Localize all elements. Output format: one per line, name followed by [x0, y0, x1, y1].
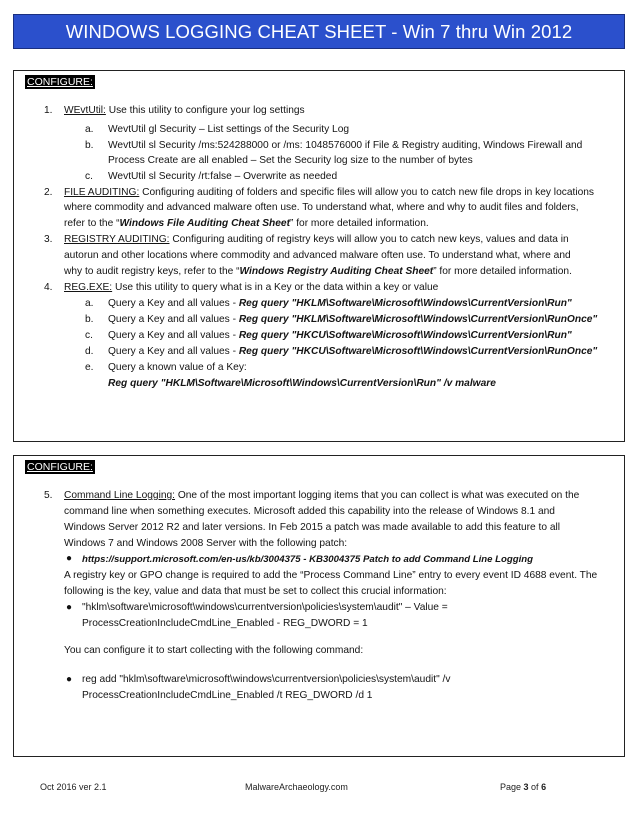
list-item-cont: A registry key or GPO change is required to add the “Process Command Line” entry to every event ID 4688 event. The [64, 570, 598, 581]
patch-link[interactable]: https://support.microsoft.com/en-us/kb/3004375 - KB3004375 Patch to add Command Line Logging [82, 554, 533, 565]
sub-item: Query a Key and all values - Reg query "HKLM\Software\Microsoft\Windows\CurrentVersion\Run" [108, 298, 572, 309]
item-heading: WEvtUtil: [64, 105, 106, 116]
section-label: CONFIGURE: [27, 76, 93, 88]
sub-marker: c. [85, 171, 93, 182]
list-item: WEvtUtil: Use this utility to configure your log settings [64, 105, 305, 116]
footer-site: MalwareArchaeology.com [245, 782, 348, 792]
list-item-cont: where commodity and advanced malware often use. To understand what, where and why to audit files and folders, [64, 202, 579, 213]
list-number: 4. [44, 282, 53, 293]
bullet-icon: ● [66, 553, 73, 564]
sub-marker: b. [85, 140, 94, 151]
registry-key-cont: ProcessCreationIncludeCmdLine_Enabled - REG_DWORD = 1 [82, 618, 368, 629]
list-item-cont: why to audit registry keys, refer to the “Windows Registry Auditing Cheat Sheet” for more detailed information. [64, 266, 572, 277]
list-number: 5. [44, 490, 53, 501]
sub-item: Query a known value of a Key: [108, 362, 247, 373]
item-heading: FILE AUDITING: [64, 187, 140, 198]
reg-add-command: reg add "hklm\software\microsoft\windows\currentversion\policies\system\audit" /v [82, 674, 451, 685]
reg-command: Reg query "HKLM\Software\Microsoft\Windows\CurrentVersion\RunOnce" [238, 314, 598, 325]
footer-version: Oct 2016 ver 2.1 [40, 782, 107, 792]
configure-section-1 [13, 70, 625, 442]
list-item-cont: autorun and other locations where commodity and advanced malware often use. To understand what, where and [64, 250, 571, 261]
item-heading: Command Line Logging: [64, 490, 176, 501]
sub-item: Query a Key and all values - Reg query "HKCU\Software\Microsoft\Windows\CurrentVersion\RunOnce" [108, 346, 598, 357]
sub-item: WevtUtil sl Security /rt:false – Overwrite as needed [108, 171, 338, 182]
cheat-sheet-reference: Windows Registry Auditing Cheat Sheet [239, 266, 434, 277]
reg-command: Reg query "HKCU\Software\Microsoft\Windows\CurrentVersion\RunOnce" [238, 346, 598, 357]
cheat-sheet-reference: Windows File Auditing Cheat Sheet [119, 218, 290, 229]
sub-item-cont: Process Create are all enabled – Set the Security log size to the number of bytes [108, 155, 473, 166]
list-item-cont: following is the key, value and data that must be set to collect this crucial information: [64, 586, 447, 597]
page-title: WINDOWS LOGGING CHEAT SHEET - Win 7 thru Win 2012 [13, 14, 625, 49]
reg-add-command-cont: ProcessCreationIncludeCmdLine_Enabled /t REG_DWORD /d 1 [82, 690, 373, 701]
list-number: 2. [44, 187, 53, 198]
list-item-cont: refer to the “Windows File Auditing Cheat Sheet” for more detailed information. [64, 218, 429, 229]
sub-item: Query a Key and all values - Reg query "HKCU\Software\Microsoft\Windows\CurrentVersion\Run" [108, 330, 572, 341]
list-item: Command Line Logging: One of the most important logging items that you can collect is what was executed on the [64, 490, 580, 501]
configure-section-2 [13, 455, 625, 757]
sub-marker: e. [85, 362, 94, 373]
sub-marker: c. [85, 330, 93, 341]
footer-page-number: Page 3 of 6 [500, 782, 547, 792]
list-item-cont: You can configure it to start collecting with the following command: [64, 645, 364, 656]
reg-command: Reg query "HKLM\Software\Microsoft\Windows\CurrentVersion\Run" [238, 298, 572, 309]
list-item: FILE AUDITING: Configuring auditing of folders and specific files will allow you to catch new file drops in key locations [64, 187, 595, 198]
list-item-cont: Windows 7 and Windows 2008 Server with the following patch: [64, 538, 348, 549]
bullet-icon: ● [66, 602, 73, 613]
sub-item: WevtUtil gl Security – List settings of the Security Log [108, 124, 350, 135]
item-heading: REGISTRY AUDITING: [64, 234, 170, 245]
list-item-cont: Windows Server 2012 R2 and later versions. In Feb 2015 a patch was made available to add this feature to all [64, 522, 561, 533]
reg-command: Reg query "HKLM\Software\Microsoft\Windows\CurrentVersion\Run" /v malware [108, 378, 496, 389]
reg-command: Reg query "HKCU\Software\Microsoft\Windows\CurrentVersion\Run" [238, 330, 572, 341]
list-item-cont: command line when something executes. Microsoft added this capability into the release of Windows 8.1 and [64, 506, 555, 517]
list-item: REG.EXE: Use this utility to query what is in a Key or the data within a key or value [64, 282, 439, 293]
sub-item: WevtUtil sl Security /ms:524288000 or /ms: 1048576000 if File & Registry auditing, Windows Firewall and [108, 140, 583, 151]
section-label: CONFIGURE: [27, 461, 93, 473]
sub-marker: a. [85, 124, 94, 135]
list-number: 3. [44, 234, 53, 245]
registry-key: "hklm\software\microsoft\windows\currentversion\policies\system\audit" – Value = [82, 602, 448, 613]
bullet-icon: ● [66, 674, 73, 685]
sub-marker: b. [85, 314, 94, 325]
sub-item: Query a Key and all values - Reg query "HKLM\Software\Microsoft\Windows\CurrentVersion\RunOnce" [108, 314, 598, 325]
list-item: REGISTRY AUDITING: Configuring auditing of registry keys will allow you to catch new keys, values and data in [64, 234, 569, 245]
sub-marker: a. [85, 298, 94, 309]
item-heading: REG.EXE: [64, 282, 113, 293]
sub-marker: d. [85, 346, 94, 357]
list-number: 1. [44, 105, 53, 116]
